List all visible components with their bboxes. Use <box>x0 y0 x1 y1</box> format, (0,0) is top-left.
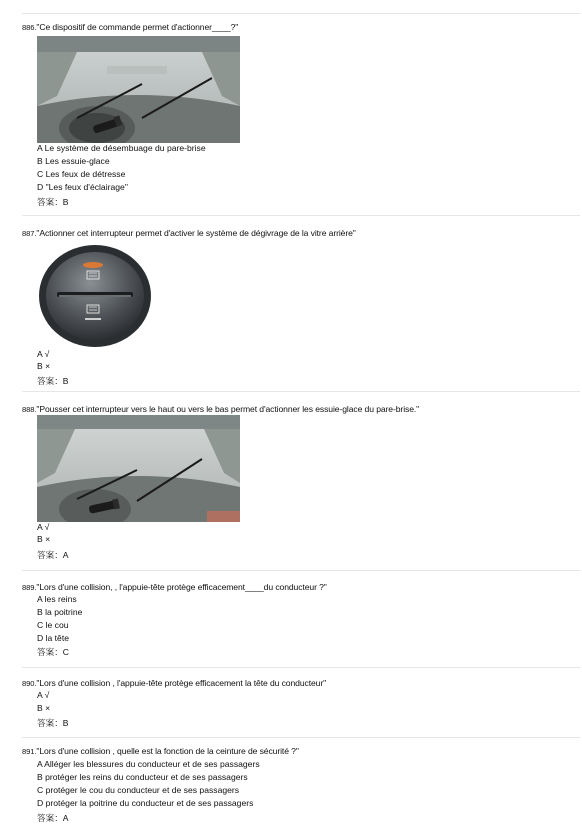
wiper-stalk-image <box>37 415 240 522</box>
question-divider <box>22 391 580 392</box>
question-text: "Ce dispositif de commande permet d'actionner____?" <box>36 22 239 32</box>
wiper-stalk-image <box>37 36 240 143</box>
question-title <box>22 746 299 756</box>
question-text: "Actionner cet interrupteur permet d'activer le système de dégivrage de la vitre arrière" <box>36 228 356 238</box>
question-title <box>22 582 327 592</box>
option-a: A √ <box>37 349 50 359</box>
option-c: C Les feux de détresse <box>37 169 126 179</box>
question-number: 888. <box>22 405 37 414</box>
question-title <box>22 22 238 32</box>
question-title <box>22 228 356 238</box>
option-a: A Le système de désembuage du pare-brise <box>37 143 206 153</box>
answer: 答案：C <box>37 647 69 657</box>
option-b: B la poitrine <box>37 607 83 617</box>
option-d: D la tête <box>37 633 70 643</box>
question-number: 886. <box>22 23 37 32</box>
option-a: A les reins <box>37 594 77 604</box>
question-divider <box>22 215 580 216</box>
question-number: 891. <box>22 747 37 756</box>
option-b: B × <box>37 361 51 371</box>
option-b: B Les essuie-glace <box>37 156 110 166</box>
option-c: C protéger le cou du conducteur et de ses passagers <box>37 785 240 795</box>
question-divider <box>22 570 580 571</box>
top-divider <box>22 13 580 14</box>
option-b: B protéger les reins du conducteur et de ses passagers <box>37 772 248 782</box>
option-a: A √ <box>37 522 50 532</box>
question-title <box>22 678 326 688</box>
option-b: B × <box>37 703 51 713</box>
question-divider <box>22 667 580 668</box>
question-text: "Lors d'une collision , quelle est la fonction de la ceinture de sécurité ?" <box>36 746 299 756</box>
answer: 答案：B <box>37 197 69 207</box>
option-a: A √ <box>37 690 50 700</box>
question-title <box>22 404 419 414</box>
question-divider <box>22 737 580 738</box>
question-number: 890. <box>22 679 37 688</box>
question-text: "Pousser cet interrupteur vers le haut ou vers le bas permet d'actionner les essuie-glace du pare-brise." <box>36 404 420 414</box>
question-number: 889. <box>22 583 37 592</box>
answer: 答案：B <box>37 718 69 728</box>
option-d: D protéger la poitrine du conducteur et de ses passagers <box>37 798 254 808</box>
question-number: 887. <box>22 229 37 238</box>
option-c: C le cou <box>37 620 69 630</box>
question-text: "Lors d'une collision , l'appuie-tête protège efficacement la tête du conducteur" <box>36 678 327 688</box>
rear-defrost-switch-image <box>37 243 155 349</box>
option-a: A Alléger les blessures du conducteur et de ses passagers <box>37 759 260 769</box>
answer: 答案：A <box>37 813 69 823</box>
option-d: D "Les feux d'éclairage" <box>37 182 128 192</box>
answer: 答案：B <box>37 376 69 386</box>
answer: 答案：A <box>37 550 69 560</box>
question-text: "Lors d'une collision, , l'appuie-tête protège efficacement____du conducteur ?" <box>36 582 327 592</box>
option-b: B × <box>37 534 51 544</box>
